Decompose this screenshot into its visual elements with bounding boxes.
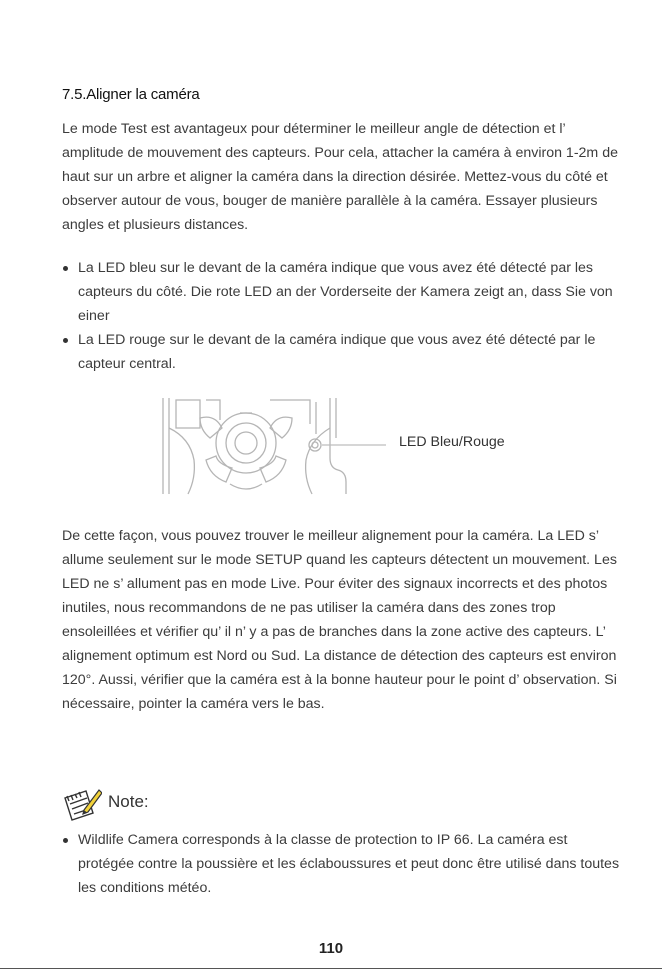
note-title: Note: (108, 792, 149, 811)
section-title: 7.5.Aligner la caméra (62, 86, 200, 103)
intro-paragraph: Le mode Test est avantageux pour déterminer le meilleur angle de détection et l’ amplitude de mouvement des capteurs. Pour cela, attacher la caméra à environ 1-2m de haut sur un arbre et aligner la caméra dans la direction désirée. Mettez-vous du côté et observer autour de vous, bouger de manière parallèle à la caméra. Essayer plusieurs angles et plusieurs distances. (62, 121, 618, 233)
list-item: Wildlife Camera corresponds à la classe de protection to IP 66. La caméra est protégée contre la poussière et les éclaboussures et peut donc être utilisé dans toutes les conditions météo. (62, 828, 622, 900)
led-callout-label: LED Bleu/Rouge (399, 434, 505, 450)
page-number: 110 (318, 940, 344, 957)
list-item: La LED bleu sur le devant de la caméra indique que vous avez été détecté par les capteurs du côté. Die rote LED an der Vorderseite der Kamera zeigt an, dass Sie von einer (62, 256, 622, 328)
bottom-divider (0, 968, 662, 969)
list-item: La LED rouge sur le devant de la caméra indique que vous avez été détecté par le capteur central. (62, 328, 622, 376)
led-bullet-list (62, 256, 622, 376)
note-pencil-icon (62, 786, 102, 822)
note-bullet-list (62, 828, 622, 900)
body-paragraph: De cette façon, vous pouvez trouver le meilleur alignement pour la caméra. La LED s’ allume seulement sur le mode SETUP quand les capteurs détectent un mouvement. Les LED ne s’ allument pas en mode Live. Pour éviter des signaux incorrects et des photos inutiles, nous recommandons de ne pas utiliser la caméra dans des zones trop ensoleillées et vérifier qu’ il n’ y a pas de branches dans la zone active des capteurs. L’ alignement optimum est Nord ou Sud. La distance de détection des capteurs est environ 120°. Aussi, vérifier que la caméra est à la bonne hauteur pour le point d’ observation. Si nécessaire, pointer la caméra vers le bas. (62, 528, 617, 712)
